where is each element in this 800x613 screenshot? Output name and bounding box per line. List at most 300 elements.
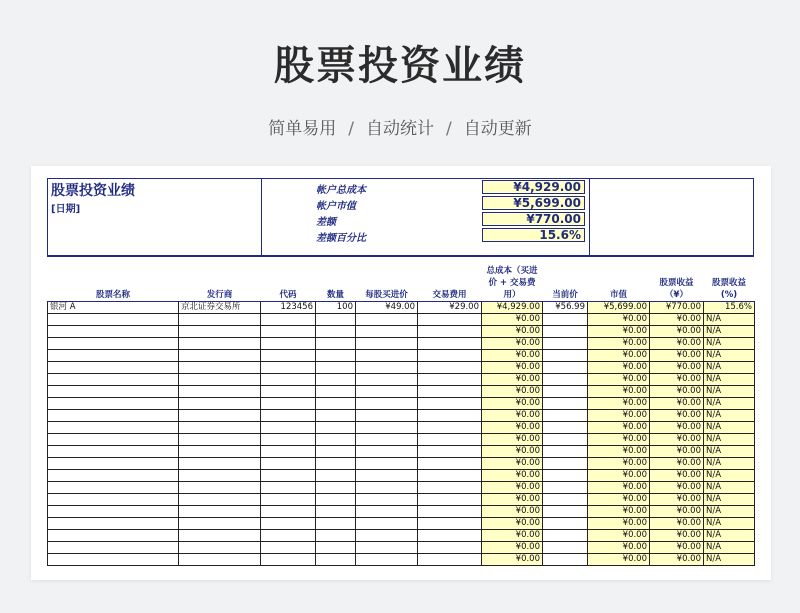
cell-gain-amount[interactable]: ¥0.00 [650,409,704,421]
cell-total-cost[interactable]: ¥0.00 [482,313,543,325]
cell-buy-price[interactable] [356,529,418,541]
cell-market-value[interactable]: ¥0.00 [588,553,650,565]
cell-fee[interactable] [418,313,482,325]
cell-fee[interactable] [418,373,482,385]
cell-stock-name[interactable] [48,469,179,481]
cell-current-price[interactable] [543,529,588,541]
cell-gain-amount[interactable]: ¥0.00 [650,517,704,529]
cell-code[interactable] [261,553,316,565]
cell-gain-amount[interactable]: ¥0.00 [650,361,704,373]
spreadsheet [31,166,771,580]
table-row [48,361,755,373]
cell-code[interactable] [261,457,316,469]
cell-buy-price[interactable] [356,493,418,505]
cell-gain-amount[interactable]: ¥0.00 [650,421,704,433]
cell-stock-name[interactable] [48,397,179,409]
cell-stock-name[interactable] [48,433,179,445]
cell-total-cost[interactable]: ¥0.00 [482,409,543,421]
cell-gain-amount[interactable]: ¥0.00 [650,541,704,553]
cell-code[interactable] [261,325,316,337]
cell-buy-price[interactable] [356,373,418,385]
cell-gain-percent[interactable]: N/A [704,553,755,565]
cell-issuer[interactable] [179,337,261,349]
cell-current-price[interactable] [543,373,588,385]
cell-gain-percent[interactable]: N/A [704,493,755,505]
subtitle-separator: / [348,119,354,139]
cell-gain-amount[interactable]: ¥0.00 [650,397,704,409]
cell-current-price[interactable] [543,325,588,337]
label-difference: 差额 [316,217,336,228]
cell-issuer[interactable] [179,433,261,445]
cell-code[interactable] [261,469,316,481]
cell-total-cost[interactable]: ¥0.00 [482,493,543,505]
col-header[interactable]: 股票名称 [48,260,179,301]
cell-stock-name[interactable] [48,337,179,349]
cell-code[interactable] [261,481,316,493]
cell-fee[interactable] [418,385,482,397]
cell-quantity[interactable] [316,493,356,505]
table-row [48,397,755,409]
cell-gain-amount[interactable]: ¥0.00 [650,481,704,493]
value-difference[interactable]: ¥770.00 [482,212,585,226]
cell-issuer[interactable] [179,493,261,505]
cell-current-price[interactable] [543,349,588,361]
cell-total-cost[interactable]: ¥0.00 [482,325,543,337]
cell-stock-name[interactable] [48,373,179,385]
cell-code[interactable] [261,361,316,373]
cell-market-value[interactable]: ¥0.00 [588,397,650,409]
cell-issuer[interactable] [179,373,261,385]
cell-total-cost[interactable]: ¥4,929.00 [482,301,543,313]
table-row [48,517,755,529]
cell-gain-amount[interactable]: ¥0.00 [650,553,704,565]
cell-total-cost[interactable]: ¥0.00 [482,421,543,433]
cell-stock-name[interactable] [48,505,179,517]
summary-divider [261,179,262,255]
cell-current-price[interactable] [543,361,588,373]
cell-current-price[interactable] [543,433,588,445]
table-row [48,421,755,433]
cell-code[interactable] [261,433,316,445]
cell-gain-amount[interactable]: ¥770.00 [650,301,704,313]
cell-issuer[interactable] [179,409,261,421]
cell-current-price[interactable] [543,409,588,421]
table-row [48,457,755,469]
cell-buy-price[interactable] [356,397,418,409]
cell-total-cost[interactable]: ¥0.00 [482,349,543,361]
cell-stock-name[interactable] [48,529,179,541]
cell-gain-amount[interactable]: ¥0.00 [650,445,704,457]
cell-buy-price[interactable] [356,385,418,397]
cell-quantity[interactable] [316,457,356,469]
cell-fee[interactable] [418,361,482,373]
cell-gain-percent[interactable]: N/A [704,433,755,445]
cell-buy-price[interactable] [356,481,418,493]
col-header[interactable]: 每股买进价 [356,260,418,301]
cell-code[interactable] [261,517,316,529]
col-header[interactable]: 股票收益（¥） [650,260,704,301]
cell-quantity[interactable] [316,469,356,481]
cell-code[interactable] [261,541,316,553]
cell-current-price[interactable] [543,541,588,553]
cell-total-cost[interactable]: ¥0.00 [482,505,543,517]
cell-gain-percent[interactable]: N/A [704,337,755,349]
cell-buy-price[interactable] [356,517,418,529]
cell-code[interactable] [261,337,316,349]
cell-stock-name[interactable] [48,313,179,325]
cell-current-price[interactable] [543,457,588,469]
cell-buy-price[interactable] [356,541,418,553]
cell-fee[interactable] [418,469,482,481]
cell-stock-name[interactable] [48,361,179,373]
cell-gain-amount[interactable]: ¥0.00 [650,529,704,541]
table-row [48,313,755,325]
cell-market-value[interactable]: ¥0.00 [588,313,650,325]
cell-total-cost[interactable]: ¥0.00 [482,433,543,445]
cell-fee[interactable]: ¥29.00 [418,301,482,313]
cell-stock-name[interactable] [48,481,179,493]
cell-current-price[interactable] [543,445,588,457]
cell-gain-amount[interactable]: ¥0.00 [650,325,704,337]
cell-code[interactable] [261,409,316,421]
cell-buy-price[interactable] [356,421,418,433]
table-row [48,385,755,397]
cell-issuer[interactable] [179,385,261,397]
cell-gain-amount[interactable]: ¥0.00 [650,505,704,517]
banner-title: 股票投资业绩 [274,43,526,89]
cell-buy-price[interactable] [356,361,418,373]
cell-total-cost[interactable]: ¥0.00 [482,337,543,349]
cell-issuer[interactable] [179,361,261,373]
cell-quantity[interactable] [316,433,356,445]
cell-current-price[interactable] [543,481,588,493]
cell-gain-amount[interactable]: ¥0.00 [650,457,704,469]
cell-gain-percent[interactable]: N/A [704,445,755,457]
cell-gain-percent[interactable]: N/A [704,529,755,541]
cell-buy-price[interactable] [356,409,418,421]
cell-total-cost[interactable]: ¥0.00 [482,553,543,565]
cell-issuer[interactable] [179,529,261,541]
subtitle-separator: / [446,119,452,139]
cell-fee[interactable] [418,397,482,409]
cell-gain-amount[interactable]: ¥0.00 [650,349,704,361]
cell-market-value[interactable]: ¥0.00 [588,361,650,373]
table-row [48,445,755,457]
cell-gain-percent[interactable]: N/A [704,541,755,553]
cell-fee[interactable] [418,445,482,457]
cell-gain-amount[interactable]: ¥0.00 [650,337,704,349]
cell-quantity[interactable] [316,337,356,349]
cell-code[interactable] [261,493,316,505]
table-row [48,469,755,481]
cell-current-price[interactable]: ¥56.99 [543,301,588,313]
table-header-row [48,260,755,301]
cell-buy-price[interactable] [356,505,418,517]
cell-stock-name[interactable] [48,325,179,337]
cell-gain-percent[interactable]: N/A [704,325,755,337]
cell-issuer[interactable] [179,517,261,529]
cell-market-value[interactable]: ¥5,699.00 [588,301,650,313]
summary-title: 股票投资业绩 [51,183,135,199]
cell-code[interactable] [261,421,316,433]
cell-quantity[interactable] [316,529,356,541]
cell-gain-percent[interactable]: N/A [704,481,755,493]
cell-current-price[interactable] [543,385,588,397]
cell-market-value[interactable]: ¥0.00 [588,469,650,481]
cell-gain-percent[interactable]: N/A [704,409,755,421]
cell-gain-percent[interactable]: N/A [704,397,755,409]
cell-current-price[interactable] [543,553,588,565]
cell-fee[interactable] [418,517,482,529]
cell-issuer[interactable] [179,421,261,433]
table-row [48,373,755,385]
summary-divider [589,179,590,255]
cell-quantity[interactable] [316,505,356,517]
banner-subtitle [0,114,800,139]
table-row [48,325,755,337]
cell-market-value[interactable]: ¥0.00 [588,349,650,361]
cell-gain-percent[interactable]: N/A [704,457,755,469]
cell-fee[interactable] [418,421,482,433]
col-header[interactable]: 总成本（买进价 + 交易费用） [482,260,543,301]
value-difference-percent[interactable]: 15.6% [482,228,585,242]
col-header[interactable]: 市值 [588,260,650,301]
value-market-value[interactable]: ¥5,699.00 [482,196,585,210]
cell-fee[interactable] [418,493,482,505]
cell-fee[interactable] [418,433,482,445]
col-header[interactable]: 发行商 [179,260,261,301]
cell-fee[interactable] [418,529,482,541]
cell-gain-percent[interactable]: N/A [704,421,755,433]
table-row [48,505,755,517]
table-row [48,541,755,553]
cell-gain-percent[interactable]: N/A [704,517,755,529]
cell-market-value[interactable]: ¥0.00 [588,373,650,385]
cell-stock-name[interactable] [48,517,179,529]
cell-buy-price[interactable] [356,337,418,349]
cell-fee[interactable] [418,325,482,337]
cell-total-cost[interactable]: ¥0.00 [482,457,543,469]
cell-quantity[interactable] [316,373,356,385]
cell-gain-percent[interactable]: N/A [704,361,755,373]
cell-quantity[interactable] [316,397,356,409]
cell-quantity[interactable] [316,421,356,433]
cell-fee[interactable] [418,541,482,553]
cell-quantity[interactable] [316,361,356,373]
col-header[interactable]: 交易费用 [418,260,482,301]
summary-panel [47,178,754,256]
cell-total-cost[interactable]: ¥0.00 [482,385,543,397]
cell-current-price[interactable] [543,505,588,517]
cell-quantity[interactable] [316,553,356,565]
cell-issuer[interactable] [179,469,261,481]
cell-current-price[interactable] [543,337,588,349]
col-header[interactable]: 数量 [316,260,356,301]
cell-quantity[interactable] [316,445,356,457]
cell-total-cost[interactable]: ¥0.00 [482,445,543,457]
subtitle-part-3: 自动更新 [463,119,532,139]
cell-gain-percent[interactable]: N/A [704,313,755,325]
cell-fee[interactable] [418,553,482,565]
table-row [48,529,755,541]
cell-market-value[interactable]: ¥0.00 [588,517,650,529]
cell-total-cost[interactable]: ¥0.00 [482,517,543,529]
cell-gain-percent[interactable]: 15.6% [704,301,755,313]
cell-buy-price[interactable] [356,349,418,361]
holdings-table [47,260,755,566]
cell-stock-name[interactable] [48,421,179,433]
cell-code[interactable] [261,373,316,385]
table-row [48,493,755,505]
cell-gain-amount[interactable]: ¥0.00 [650,469,704,481]
cell-current-price[interactable] [543,517,588,529]
cell-market-value[interactable]: ¥0.00 [588,325,650,337]
cell-gain-percent[interactable]: N/A [704,505,755,517]
cell-stock-name[interactable] [48,409,179,421]
cell-quantity[interactable]: 100 [316,301,356,313]
cell-buy-price[interactable] [356,457,418,469]
col-header[interactable]: 股票收益(%) [704,260,755,301]
cell-stock-name[interactable]: 银河 A [48,301,179,313]
cell-issuer[interactable] [179,349,261,361]
cell-market-value[interactable]: ¥0.00 [588,433,650,445]
cell-quantity[interactable] [316,349,356,361]
table-row [48,337,755,349]
label-total-cost: 帐户总成本 [316,185,366,196]
cell-fee[interactable] [418,505,482,517]
cell-stock-name[interactable] [48,457,179,469]
cell-quantity[interactable] [316,325,356,337]
cell-code[interactable] [261,445,316,457]
cell-market-value[interactable]: ¥0.00 [588,385,650,397]
cell-current-price[interactable] [543,469,588,481]
cell-total-cost[interactable]: ¥0.00 [482,373,543,385]
cell-total-cost[interactable]: ¥0.00 [482,481,543,493]
cell-current-price[interactable] [543,493,588,505]
cell-fee[interactable] [418,337,482,349]
cell-gain-amount[interactable]: ¥0.00 [650,493,704,505]
cell-gain-percent[interactable]: N/A [704,469,755,481]
cell-current-price[interactable] [543,397,588,409]
cell-market-value[interactable]: ¥0.00 [588,505,650,517]
cell-buy-price[interactable] [356,469,418,481]
cell-gain-percent[interactable]: N/A [704,373,755,385]
cell-issuer[interactable] [179,541,261,553]
cell-buy-price[interactable] [356,445,418,457]
cell-code[interactable]: 123456 [261,301,316,313]
summary-date[interactable]: [日期] [51,204,81,215]
cell-gain-amount[interactable]: ¥0.00 [650,313,704,325]
table-row [48,349,755,361]
col-header[interactable]: 代码 [261,260,316,301]
cell-market-value[interactable]: ¥0.00 [588,337,650,349]
cell-issuer[interactable] [179,325,261,337]
col-header[interactable]: 当前价 [543,260,588,301]
cell-issuer[interactable] [179,445,261,457]
cell-issuer[interactable] [179,397,261,409]
cell-fee[interactable] [418,409,482,421]
cell-total-cost[interactable]: ¥0.00 [482,469,543,481]
cell-total-cost[interactable]: ¥0.00 [482,361,543,373]
cell-quantity[interactable] [316,481,356,493]
cell-gain-percent[interactable]: N/A [704,349,755,361]
cell-stock-name[interactable] [48,493,179,505]
cell-current-price[interactable] [543,313,588,325]
section-rule [47,255,754,257]
cell-stock-name[interactable] [48,553,179,565]
label-difference-percent: 差额百分比 [316,233,366,244]
cell-stock-name[interactable] [48,445,179,457]
cell-gain-percent[interactable]: N/A [704,385,755,397]
cell-market-value[interactable]: ¥0.00 [588,409,650,421]
subtitle-part-2: 自动统计 [366,119,434,139]
cell-gain-amount[interactable]: ¥0.00 [650,385,704,397]
cell-buy-price[interactable] [356,325,418,337]
cell-stock-name[interactable] [48,349,179,361]
cell-market-value[interactable]: ¥0.00 [588,481,650,493]
cell-market-value[interactable]: ¥0.00 [588,493,650,505]
table-row [48,409,755,421]
cell-total-cost[interactable]: ¥0.00 [482,397,543,409]
table-row [48,481,755,493]
cell-market-value[interactable]: ¥0.00 [588,445,650,457]
cell-buy-price[interactable]: ¥49.00 [356,301,418,313]
cell-code[interactable] [261,349,316,361]
cell-stock-name[interactable] [48,385,179,397]
cell-code[interactable] [261,529,316,541]
subtitle-part-1: 简单易用 [268,119,337,139]
cell-fee[interactable] [418,457,482,469]
cell-total-cost[interactable]: ¥0.00 [482,529,543,541]
cell-issuer[interactable]: 京北证券交易所 [179,301,261,313]
cell-market-value[interactable]: ¥0.00 [588,541,650,553]
table-row [48,301,755,313]
cell-code[interactable] [261,397,316,409]
label-market-value: 帐户市值 [316,201,356,212]
cell-code[interactable] [261,385,316,397]
cell-fee[interactable] [418,481,482,493]
cell-quantity[interactable] [316,385,356,397]
cell-quantity[interactable] [316,517,356,529]
cell-gain-amount[interactable]: ¥0.00 [650,433,704,445]
cell-quantity[interactable] [316,409,356,421]
cell-buy-price[interactable] [356,553,418,565]
cell-buy-price[interactable] [356,433,418,445]
table-row [48,553,755,565]
cell-code[interactable] [261,313,316,325]
cell-fee[interactable] [418,349,482,361]
cell-buy-price[interactable] [356,313,418,325]
cell-gain-amount[interactable]: ¥0.00 [650,373,704,385]
cell-quantity[interactable] [316,313,356,325]
cell-issuer[interactable] [179,553,261,565]
table-row [48,433,755,445]
cell-market-value[interactable]: ¥0.00 [588,457,650,469]
value-total-cost[interactable]: ¥4,929.00 [482,180,585,194]
cell-current-price[interactable] [543,421,588,433]
cell-quantity[interactable] [316,541,356,553]
cell-issuer[interactable] [179,457,261,469]
table-body [48,301,755,565]
cell-issuer[interactable] [179,505,261,517]
cell-issuer[interactable] [179,481,261,493]
cell-total-cost[interactable]: ¥0.00 [482,541,543,553]
cell-issuer[interactable] [179,313,261,325]
cell-code[interactable] [261,505,316,517]
cell-market-value[interactable]: ¥0.00 [588,421,650,433]
cell-market-value[interactable]: ¥0.00 [588,529,650,541]
cell-stock-name[interactable] [48,541,179,553]
